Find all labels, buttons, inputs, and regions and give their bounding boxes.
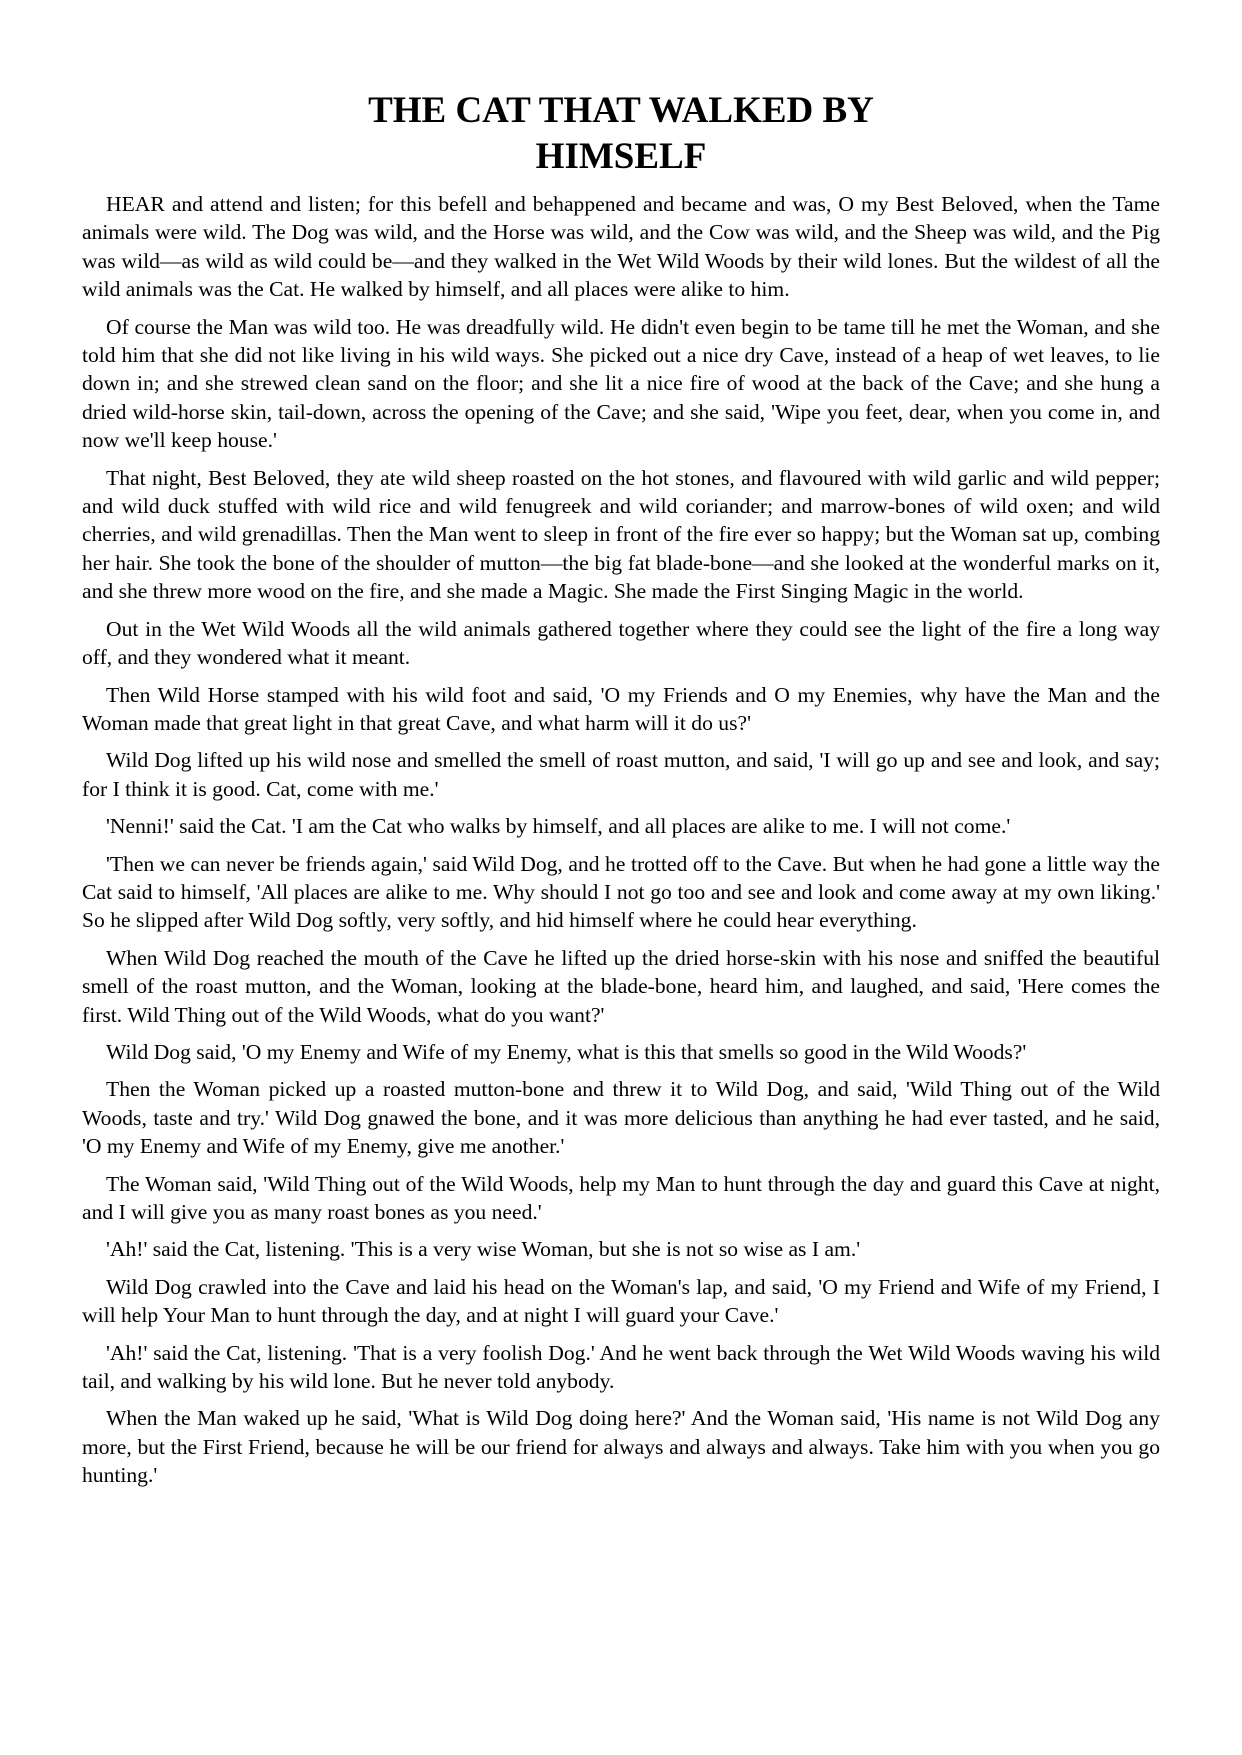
paragraph-16: When the Man waked up he said, 'What is Wild Dog doing here?' And the Woman said, 'His name is not Wild Dog any more, but the First Friend, because he will be our friend for always and always and always. Take him with you when you go hunting.' bbox=[82, 1406, 1160, 1488]
paragraph-7: 'Nenni!' said the Cat. 'I am the Cat who walks by himself, and all places are alike to me. I will not come.' bbox=[106, 814, 1011, 839]
paragraph-15: 'Ah!' said the Cat, listening. 'That is a very foolish Dog.' And he went back through the Wet Wild Woods waving his wild tail, and walking by his wild lone. But he never told anybody. bbox=[82, 1340, 1160, 1394]
paragraph-8: 'Then we can never be friends again,' said Wild Dog, and he trotted off to the Cave. But when he had gone a little way the Cat said to himself, 'All places are alike to me. Why should I not go too and see and look and come away at my own liking.' So he slipped after Wild Dog softly, very softly, and hid himself where he could hear everything. bbox=[82, 851, 1160, 933]
paragraph-11: Then the Woman picked up a roasted mutton-bone and threw it to Wild Dog, and said, 'Wild Thing out of the Wild Woods, taste and try.' Wild Dog gnawed the bone, and it was more delicious than anything he had ever tasted, and he said, 'O my Enemy and Wife of my Enemy, give me another.' bbox=[82, 1077, 1160, 1159]
paragraph-4: Out in the Wet Wild Woods all the wild animals gathered together where they could see the light of the fire a long way off, and they wondered what it meant. bbox=[82, 616, 1160, 670]
paragraph-3: That night, Best Beloved, they ate wild sheep roasted on the hot stones, and flavoured with wild garlic and wild pepper; and wild duck stuffed with wild rice and wild fenugreek and wild coriander; and marrow-bones of wild oxen; and wild cherries, and wild grenadillas. Then the Man went to sleep in front of the fire ever so happy; but the Woman sat up, combing her hair. She took the bone of the shoulder of mutton—the big fat blade-bone—and she looked at the wonderful marks on it, and she threw more wood on the fire, and she made a Magic. She made the First Singing Magic in the world. bbox=[82, 465, 1160, 604]
paragraph-10: Wild Dog said, 'O my Enemy and Wife of my Enemy, what is this that smells so good in the Wild Woods?' bbox=[106, 1039, 1027, 1064]
paragraph-9: When Wild Dog reached the mouth of the Cave he lifted up the dried horse-skin with his nose and sniffed the beautiful smell of the roast mutton, and the Woman, looking at the blade-bone, heard him, and laughed, and said, 'Here comes the first. Wild Thing out of the Wild Woods, what do you want?' bbox=[82, 945, 1160, 1027]
document-page bbox=[82, 88, 1160, 1499]
paragraph-5: Then Wild Horse stamped with his wild foot and said, 'O my Friends and O my Enemies, why have the Man and the Woman made that great light in that great Cave, and what harm will it do us?' bbox=[82, 682, 1160, 735]
story-body bbox=[82, 190, 1160, 1490]
paragraph-12: The Woman said, 'Wild Thing out of the Wild Woods, help my Man to hunt through the day and guard this Cave at night, and I will give you as many roast bones as you need.' bbox=[82, 1171, 1160, 1224]
paragraph-14: Wild Dog crawled into the Cave and laid his head on the Woman's lap, and said, 'O my Friend and Wife of my Friend, I will help Your Man to hunt through the day, and at night I will guard your Cave.' bbox=[82, 1274, 1160, 1328]
paragraph-13: 'Ah!' said the Cat, listening. 'This is a very wise Woman, but she is not so wise as I am.' bbox=[106, 1237, 861, 1262]
title-line-2: HIMSELF bbox=[535, 136, 707, 177]
title-line-1: THE CAT THAT WALKED BY bbox=[368, 90, 874, 131]
paragraph-1: HEAR and attend and listen; for this befell and behappened and became and was, O my Best Beloved, when the Tame animals were wild. The Dog was wild, and the Horse was wild, and the Cow was wild, and the Sheep was wild, and the Pig was wild—as wild as wild could be—and they walked in the Wet Wild Woods by their wild lones. But the wildest of all the wild animals was the Cat. He walked by himself, and all places were alike to him. bbox=[82, 192, 1160, 302]
paragraph-6: Wild Dog lifted up his wild nose and smelled the smell of roast mutton, and said, 'I will go up and see and look, and say; for I think it is good. Cat, come with me.' bbox=[82, 748, 1160, 801]
paragraph-2: Of course the Man was wild too. He was dreadfully wild. He didn't even begin to be tame till he met the Woman, and she told him that she did not like living in his wild ways. She picked out a nice dry Cave, instead of a heap of wet leaves, to lie down in; and she strewed clean sand on the floor; and she lit a nice fire of wood at the back of the Cave; and she hung a dried wild-horse skin, tail-down, across the opening of the Cave; and she said, 'Wipe you feet, dear, when you come in, and now we'll keep house.' bbox=[82, 314, 1160, 453]
page-title bbox=[82, 88, 1160, 180]
